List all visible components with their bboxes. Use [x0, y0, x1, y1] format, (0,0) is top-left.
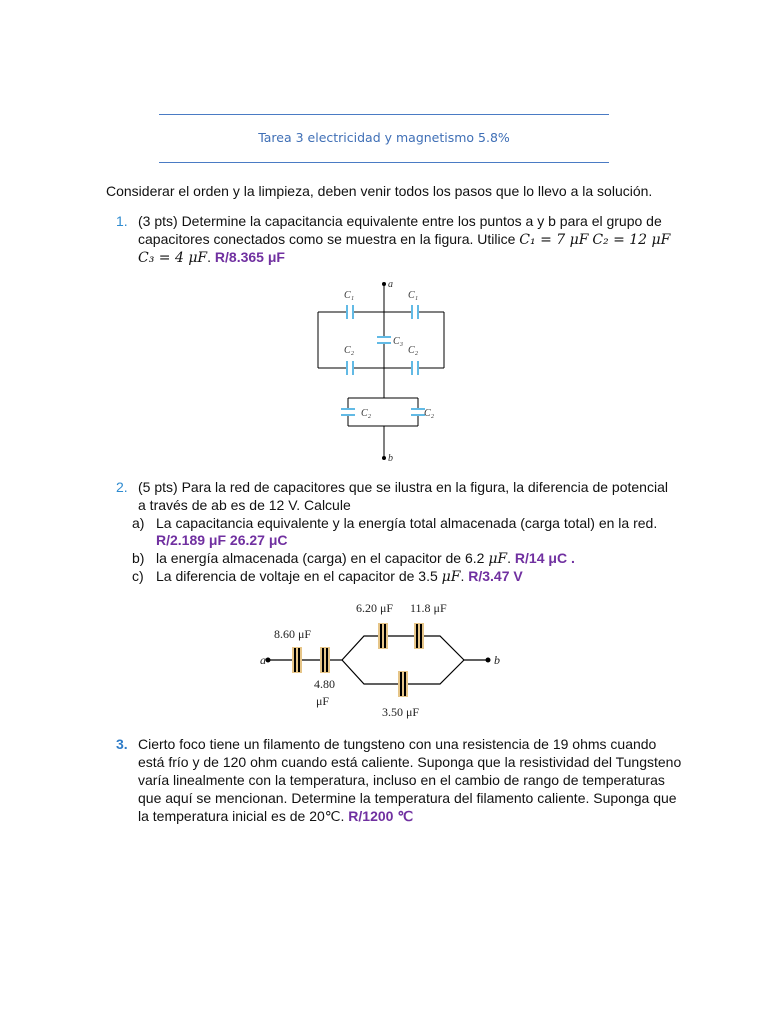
question-2b-label: b) — [132, 550, 145, 566]
question-1-line-2-text: capacitores conectados como se muestra en la figura. Utilice — [138, 231, 516, 247]
question-1-line-2 — [138, 230, 670, 249]
question-2-line-2: a través de ab es de 12 V. Calcule — [138, 497, 351, 513]
figure-2-point-a: a — [260, 653, 266, 667]
question-1-answer: R/8.365 μF — [214, 249, 285, 265]
question-1-line-3 — [138, 248, 285, 267]
question-2b-line: la energía almacenada (carga) en el capacitor de 6.2 μF. R/14 μC . — [156, 550, 575, 567]
question-3-line-1: Cierto foco tiene un filamento de tungsteno con una resistencia de 19 ohms cuando — [138, 736, 657, 752]
period: . — [207, 249, 212, 265]
figure-1-point-b: b — [388, 453, 393, 464]
question-3-line-5 — [138, 807, 413, 825]
question-2b-text: la energía almacenada (carga) en el capacitor de 6.2 — [156, 550, 485, 566]
label-c2-bottom-right: C₂ — [424, 408, 435, 419]
document-title: Tarea 3 electricidad y magnetismo 5.8% — [258, 130, 510, 145]
question-1-line-1: (3 pts) Determine la capacitancia equivalente entre los puntos a y b para el grupo de — [138, 213, 662, 229]
question-1-number: 1. — [116, 213, 128, 229]
label-c1-right: C₁ — [408, 290, 419, 301]
question-2b-answer: R/14 μC . — [514, 550, 575, 566]
question-2c-label: c) — [132, 568, 144, 584]
instructions: Considerar el orden y la limpieza, deben venir todos los pasos que lo llevo a la solución. — [106, 183, 653, 199]
label-cap-620: 6.20 μF — [356, 601, 394, 615]
question-2-number: 2. — [116, 479, 128, 495]
question-3-line-2: está frío y de 120 ohm cuando está caliente. Suponga que la resistividad del Tungsteno — [138, 754, 682, 770]
question-2c-text: La diferencia de voltaje en el capacitor de 3.5 — [156, 568, 438, 584]
question-2c-line: La diferencia de voltaje en el capacitor de 3.5 μF. R/3.47 V — [156, 568, 523, 585]
question-2a-text: La capacitancia equivalente y la energía total almacenada (carga total) en la red. — [156, 515, 658, 531]
question-3-line-4: que aquí se mencionan. Determine la temperatura del filamento caliente. Suponga que — [138, 790, 677, 806]
question-2c-answer: R/3.47 V — [468, 568, 523, 584]
label-cap-480-unit: μF — [316, 694, 330, 708]
label-cap-860: 8.60 μF — [274, 627, 312, 641]
label-c3: C₃ — [393, 336, 404, 347]
question-2a-label: a) — [132, 515, 145, 531]
label-c2-bottom-left: C₂ — [361, 408, 372, 419]
question-3-line-3: varía linealmente con la temperatura, incluso en el cambio de rango de temperaturas — [138, 772, 665, 788]
question-2c-unit: μF — [441, 569, 461, 585]
label-cap-118: 11.8 μF — [410, 601, 447, 615]
figure-2-point-b: b — [494, 653, 500, 667]
c2-value: C₂ = 12 μF — [592, 232, 671, 248]
label-c2-left: C₂ — [344, 345, 355, 356]
label-cap-480-value: 4.80 — [314, 677, 335, 691]
label-c2-right: C₂ — [408, 345, 419, 356]
capacitor-network-figure-1 — [300, 272, 470, 468]
question-2a-answer: R/2.189 μF 26.27 μC — [156, 532, 288, 548]
label-c1-left: C₁ — [344, 290, 355, 301]
c1-value: C₁ = 7 μF — [519, 232, 589, 248]
figure-1-point-a: a — [388, 279, 393, 290]
question-2-line-1: (5 pts) Para la red de capacitores que se ilustra en la figura, la diferencia de potencial — [138, 479, 668, 495]
question-2b-unit: μF — [488, 551, 508, 567]
capacitor-network-figure-2 — [258, 596, 508, 724]
question-3-answer: R/1200 ℃ — [348, 808, 414, 824]
question-3-number: 3. — [116, 736, 128, 752]
document-header — [159, 114, 609, 163]
question-3-line-5-text: la temperatura inicial es de 20℃. — [138, 808, 345, 824]
c3-value: C₃ = 4 μF — [138, 250, 208, 266]
label-cap-350: 3.50 μF — [382, 705, 420, 719]
